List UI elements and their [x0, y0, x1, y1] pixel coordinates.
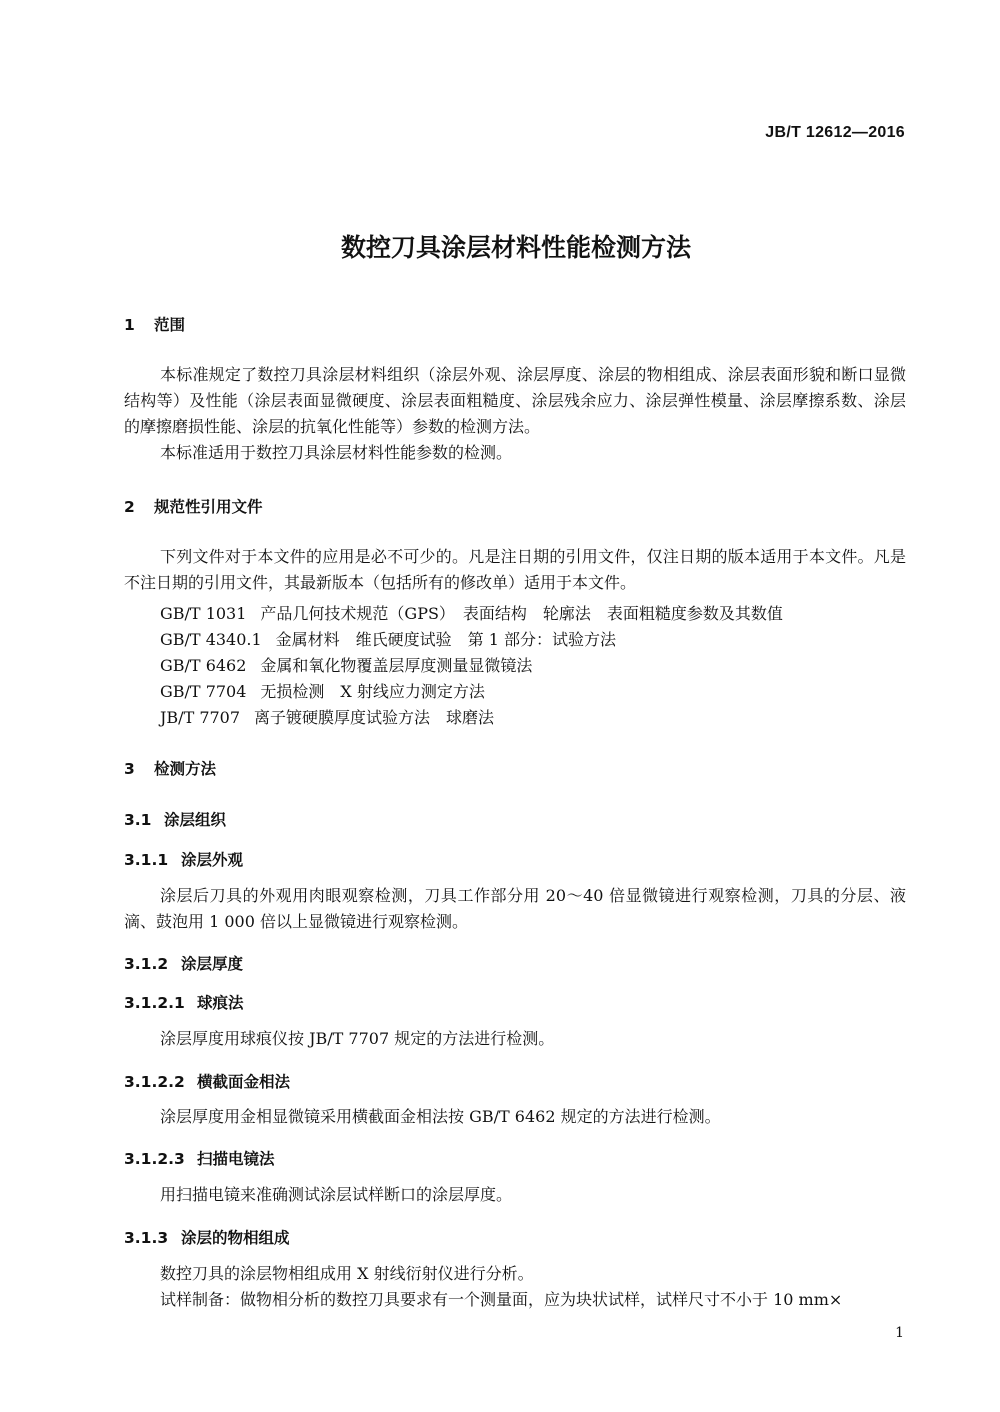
- section-number: 3.1.1: [124, 851, 169, 869]
- page-number: 1: [895, 1325, 904, 1341]
- section-2-heading: [124, 495, 263, 517]
- reference-code: GB/T 7704: [160, 682, 247, 701]
- section-number: 3.1.3: [124, 1229, 169, 1247]
- section-3-1-2-3-heading: [124, 1147, 275, 1169]
- section-title: 横截面金相法: [197, 1073, 291, 1091]
- section-title: 范围: [154, 316, 186, 334]
- section-2-paragraph-1: 下列文件对于本文件的应用是必不可少的。凡是注日期的引用文件，仅注日期的版本适用于本文件。凡是不注日期的引用文件，其最新版本（包括所有的修改单）适用于本文件。: [124, 547, 906, 592]
- section-title: 检测方法: [154, 760, 217, 778]
- document-number: JB/T 12612—2016: [765, 124, 905, 141]
- section-3-1-3-heading: [124, 1226, 290, 1248]
- section-number: 3.1.2: [124, 955, 169, 973]
- document-title: 数控刀具涂层材料性能检测方法: [340, 233, 691, 262]
- reference-item: [160, 627, 630, 650]
- section-number: 3.1.2.2: [124, 1073, 185, 1091]
- reference-code: JB/T 7707: [160, 708, 241, 727]
- section-3-1-2-2-paragraph: 涂层厚度用金相显微镜采用横截面金相法按 GB/T 6462 规定的方法进行检测。: [160, 1107, 721, 1126]
- section-title: 涂层组织: [164, 811, 227, 829]
- section-3-1-2-heading: [124, 952, 243, 974]
- reference-code: GB/T 4340.1: [160, 630, 262, 649]
- section-title: 规范性引用文件: [154, 498, 263, 516]
- reference-code: GB/T 6462: [160, 656, 247, 675]
- section-title: 球痕法: [197, 994, 244, 1012]
- section-title: 涂层外观: [181, 851, 244, 869]
- section-number: 3.1: [124, 811, 152, 829]
- section-3-1-1-paragraph: 涂层后刀具的外观用肉眼观察检测，刀具工作部分用 20～40 倍显微镜进行观察检测，刀具的分层、液滴、鼓泡用 1 000 倍以上显微镜进行观察检测。: [124, 886, 906, 931]
- section-number: 2: [124, 498, 135, 516]
- reference-title: 无损检测 X 射线应力测定方法: [260, 682, 485, 701]
- section-3-1-heading: [124, 808, 226, 830]
- section-3-heading: [124, 757, 216, 779]
- section-1-paragraph-1: 本标准规定了数控刀具涂层材料组织（涂层外观、涂层厚度、涂层的物相组成、涂层表面形貌和断口显微结构等）及性能（涂层表面显微硬度、涂层表面粗糙度、涂层残余应力、涂层弹性模量、涂层摩擦系数、涂层的摩擦磨损性能、涂层的抗氧化性能等）参数的检测方法。: [124, 365, 906, 436]
- section-title: 涂层厚度: [181, 955, 244, 973]
- reference-code: GB/T 1031: [160, 604, 247, 623]
- section-title: 扫描电镜法: [197, 1150, 275, 1168]
- reference-item: [160, 601, 797, 624]
- section-3-1-2-1-heading: [124, 991, 244, 1013]
- section-number: 3: [124, 760, 135, 778]
- section-number: 3.1.2.1: [124, 994, 185, 1012]
- section-1-heading: [124, 313, 185, 335]
- reference-item: [160, 679, 499, 702]
- section-3-1-1-heading: [124, 848, 243, 870]
- section-number: 1: [124, 316, 135, 334]
- reference-title: 离子镀硬膜厚度试验方法 球磨法: [254, 708, 495, 727]
- section-3-1-3-paragraph-2: 试样制备：做物相分析的数控刀具要求有一个测量面，应为块状试样，试样尺寸不小于 10 mm×: [160, 1290, 843, 1309]
- section-3-1-3-paragraph-1: 数控刀具的涂层物相组成用 X 射线衍射仪进行分析。: [160, 1264, 534, 1283]
- reference-title: 金属和氧化物覆盖层厚度测量显微镜法: [260, 656, 533, 675]
- reference-title: 产品几何技术规范（GPS） 表面结构 轮廓法 表面粗糙度参数及其数值: [260, 604, 783, 623]
- section-1-paragraph-2: 本标准适用于数控刀具涂层材料性能参数的检测。: [160, 443, 513, 462]
- section-3-1-2-3-paragraph: 用扫描电镜来准确测试涂层试样断口的涂层厚度。: [160, 1185, 513, 1204]
- section-3-1-2-1-paragraph: 涂层厚度用球痕仪按 JB/T 7707 规定的方法进行检测。: [160, 1029, 555, 1048]
- section-number: 3.1.2.3: [124, 1150, 185, 1168]
- reference-item: [160, 653, 546, 676]
- section-3-1-2-2-heading: [124, 1070, 290, 1092]
- section-title: 涂层的物相组成: [181, 1229, 290, 1247]
- reference-item: [160, 705, 508, 728]
- reference-title: 金属材料 维氏硬度试验 第 1 部分：试验方法: [275, 630, 617, 649]
